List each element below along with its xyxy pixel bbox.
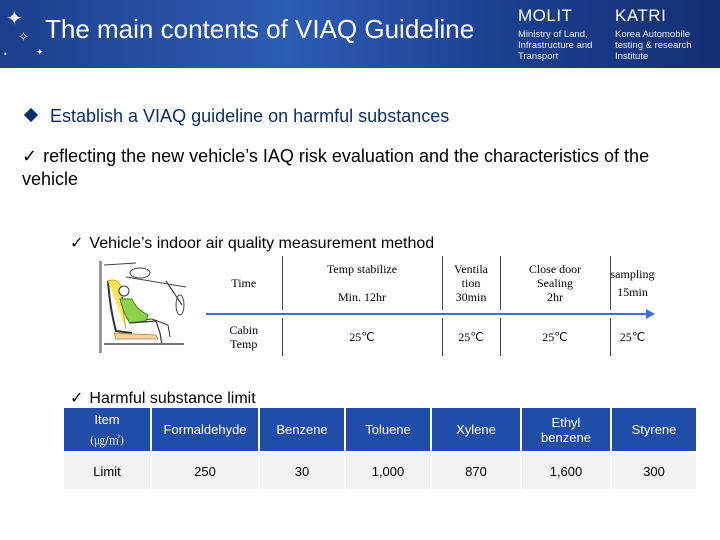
measurement-table (206, 256, 655, 356)
limit-value: 250 (150, 451, 258, 489)
sparkle-icon: ✧ (18, 30, 29, 45)
diamond-icon (24, 108, 38, 122)
timeline-arrow (206, 310, 655, 318)
substance-header: Ethyl benzene (520, 408, 610, 451)
limit-heading-text: Harmful substance limit (89, 390, 256, 407)
limit-value-row (64, 451, 696, 489)
item-header-cell: Item (㎍/㎥) (64, 408, 150, 451)
sparkle-icon: • (3, 50, 8, 59)
check-icon: ✓ (70, 388, 84, 407)
step-temp-stabilize: Temp stabilize Min. 12hr (282, 256, 442, 310)
limit-row-label: Limit (64, 451, 150, 489)
substance-header: Benzene (258, 408, 344, 451)
limit-value: 30 (258, 451, 344, 489)
step-sampling: sampling 15min (610, 256, 655, 310)
limit-value: 1,600 (520, 451, 610, 489)
limit-value: 300 (610, 451, 696, 489)
limit-heading (70, 388, 256, 408)
limit-value: 870 (430, 451, 520, 489)
limit-value: 1,000 (344, 451, 430, 489)
substance-header: Xylene (430, 408, 520, 451)
substance-header: Formaldehyde (150, 408, 258, 451)
temp-value: 25℃ (282, 318, 442, 356)
org-fullname: Korea Automobile testing & research Institute (615, 29, 692, 62)
org-molit (518, 6, 592, 62)
page-title: The main contents of VIAQ Guideline (45, 14, 475, 44)
row-label-time: Time (231, 276, 257, 290)
sparkle-icon: ✦ (36, 48, 44, 58)
org-fullname: Ministry of Land, Infrastructure and Transport (518, 29, 593, 62)
measurement-heading (70, 233, 434, 253)
measurement-heading-text: Vehicle’s indoor air quality measurement method (89, 235, 435, 252)
unit-label: (㎍/㎥) (89, 433, 125, 447)
temp-value: 25℃ (610, 318, 655, 356)
car-seat-diagram (96, 259, 204, 355)
temp-value: 25℃ (442, 318, 500, 356)
reflect-paragraph (22, 145, 702, 191)
timeline-arrow-row (206, 310, 655, 318)
time-row (206, 256, 655, 310)
step-close-door: Close door Sealing 2hr (500, 256, 610, 310)
header-banner (0, 0, 720, 68)
temp-row (206, 318, 655, 356)
org-abbr: KATRI (615, 6, 667, 25)
main-bullet (26, 106, 449, 127)
check-icon: ✓ (22, 146, 38, 167)
temp-value: 25℃ (500, 318, 610, 356)
org-abbr: MOLIT (518, 6, 573, 25)
substance-header: Toluene (344, 408, 430, 451)
limit-table (64, 408, 696, 489)
check-icon: ✓ (70, 233, 84, 252)
org-katri (615, 6, 692, 62)
main-bullet-text: Establish a VIAQ guideline on harmful substances (50, 106, 450, 126)
reflect-text: reflecting the new vehicle’s IAQ risk evaluation and the characteristics of the vehicle (22, 146, 650, 189)
substance-header: Styrene (610, 408, 696, 451)
row-label-cabin-temp: Cabin Temp (229, 323, 259, 351)
step-ventilation: Ventila tion 30min (442, 256, 500, 310)
sparkle-icon: ✦ (6, 6, 23, 30)
limit-header-row (64, 408, 696, 451)
